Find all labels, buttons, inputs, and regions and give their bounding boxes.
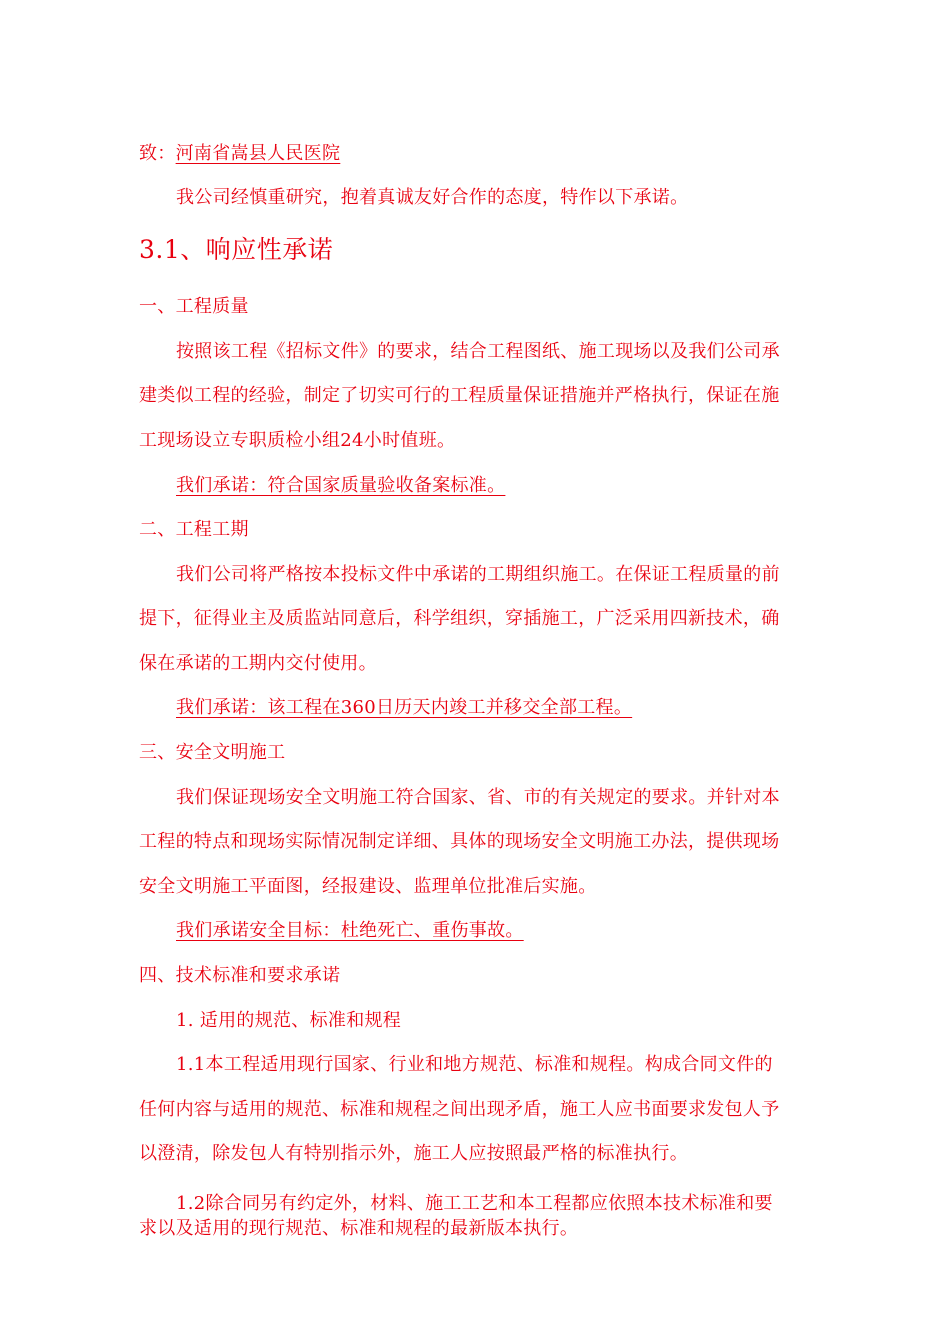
addressee-prefix: 致： [139,143,176,164]
safety-text-line: 我们保证现场安全文明施工符合国家、省、市的有关规定的要求。并针对本 [176,787,780,808]
tech-text-line: 求以及适用的现行规范、标准和规程的最新版本执行。 [139,1218,579,1239]
schedule-text-line: 提下，征得业主及质监站同意后，科学组织，穿插施工，广泛采用四新技术，确 [139,608,780,629]
safety-text-line: 工程的特点和现场实际情况制定详细、具体的现场安全文明施工办法，提供现场 [139,831,780,852]
quality-title: 一、工程质量 [139,296,249,317]
addressee-name: 河南省嵩县人民医院 [175,143,341,164]
schedule-promise: 我们承诺：该工程在360日历天内竣工并移交全部工程。 [176,697,633,718]
intro-text: 我公司经慎重研究，抱着真诚友好合作的态度，特作以下承诺。 [176,187,689,208]
tech-standards-title: 四、技术标准和要求承诺 [139,965,341,986]
tech-text-line: 1.2除合同另有约定外，材料、施工工艺和本工程都应依照本技术标准和要 [176,1193,773,1214]
tech-subsection-title: 1. 适用的规范、标准和规程 [176,1010,402,1031]
safety-promise: 我们承诺安全目标：杜绝死亡、重伤事故。 [176,920,524,941]
schedule-title: 二、工程工期 [139,519,249,540]
tech-text-line: 1.1本工程适用现行国家、行业和地方规范、标准和规程。构成合同文件的 [176,1054,773,1075]
quality-text-line: 工现场设立专职质检小组24小时值班。 [139,430,456,451]
addressee-line [139,139,340,165]
safety-title: 三、安全文明施工 [139,742,286,763]
tech-text-line: 以澄清，除发包人有特别指示外，施工人应按照最严格的标准执行。 [139,1143,688,1164]
schedule-text-line: 保在承诺的工期内交付使用。 [139,653,377,674]
schedule-text-line: 我们公司将严格按本投标文件中承诺的工期组织施工。在保证工程质量的前 [176,564,780,585]
section-heading: 3.1、响应性承诺 [139,235,334,264]
safety-text-line: 安全文明施工平面图，经报建设、监理单位批准后实施。 [139,876,597,897]
quality-text-line: 按照该工程《招标文件》的要求，结合工程图纸、施工现场以及我们公司承 [176,341,780,362]
tech-text-line: 任何内容与适用的规范、标准和规程之间出现矛盾，施工人应书面要求发包人予 [139,1099,780,1120]
quality-text-line: 建类似工程的经验，制定了切实可行的工程质量保证措施并严格执行，保证在施 [139,385,780,406]
quality-promise: 我们承诺：符合国家质量验收备案标准。 [176,475,506,496]
